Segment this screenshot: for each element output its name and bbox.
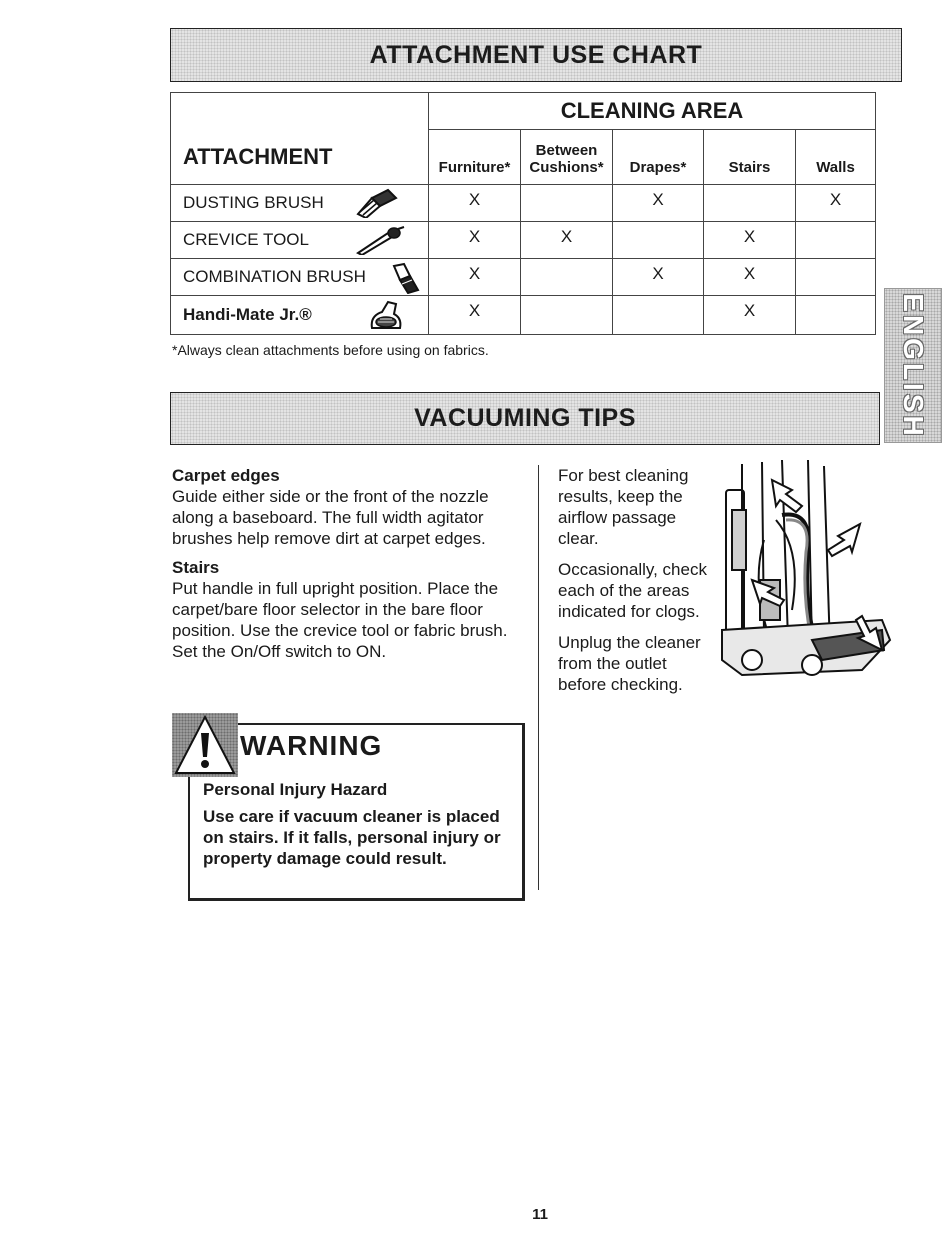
page-number: 11 [532, 1206, 548, 1223]
mark-cell [521, 258, 613, 295]
arrow-icon [772, 480, 802, 512]
carpet-edges-section [172, 465, 522, 549]
mark-cell: X [429, 295, 521, 334]
row-label: CREVICE TOOL [183, 229, 309, 249]
row-label: COMBINATION BRUSH [183, 266, 366, 286]
mark-cell [704, 184, 796, 221]
carpet-edges-heading: Carpet edges [172, 466, 280, 485]
row-label: Handi-Mate Jr.® [183, 304, 312, 324]
carpet-edges-body: Guide either side or the front of the nozzle along a baseboard. The full width agitator brushes help remove dirt at carpet edges. [172, 487, 489, 548]
airflow-tip-3: Unplug the cleaner from the outlet before checking. [558, 633, 701, 694]
warning-subtitle: Personal Injury Hazard [203, 780, 388, 799]
mark-cell: X [429, 221, 521, 258]
airflow-tip-2: Occasionally, check each of the areas indicated for clogs. [558, 560, 707, 621]
row-label: DUSTING BRUSH [183, 192, 324, 212]
mark-cell: X [521, 221, 613, 258]
table-row [171, 184, 876, 221]
combination-brush-icon [388, 262, 422, 294]
mark-cell: X [429, 258, 521, 295]
mark-cell: X [613, 258, 704, 295]
table-row [171, 258, 876, 295]
column-divider [538, 465, 539, 890]
mark-cell [796, 295, 876, 334]
table-row [171, 221, 876, 258]
mark-cell: X [704, 221, 796, 258]
table-corner [171, 93, 429, 130]
warning-triangle-icon [172, 713, 238, 777]
mark-cell [796, 221, 876, 258]
column-header-drapes: Drapes* [613, 130, 704, 185]
row-label-cell [171, 221, 429, 258]
row-label-cell [171, 295, 429, 334]
attachment-use-table [170, 92, 876, 335]
airflow-tips [558, 465, 708, 705]
column-header-furniture: Furniture* [429, 130, 521, 185]
mark-cell [796, 258, 876, 295]
mark-cell: X [613, 184, 704, 221]
mark-cell: X [704, 295, 796, 334]
mark-cell [521, 295, 613, 334]
warning-body: Use care if vacuum cleaner is placed on stairs. If it falls, personal injury or property damage could result. [203, 807, 501, 868]
stairs-section [172, 557, 522, 662]
row-label-cell [171, 258, 429, 295]
mark-cell: X [796, 184, 876, 221]
airflow-tip-1: For best cleaning results, keep the airflow passage clear. [558, 466, 689, 548]
warning-title: WARNING [240, 730, 383, 761]
table-row [171, 295, 876, 334]
crevice-tool-icon [354, 225, 408, 255]
handi-mate-icon [366, 298, 406, 332]
mark-cell: X [429, 184, 521, 221]
english-language-tab [884, 288, 942, 443]
english-tab-label: ENGLISH [898, 292, 929, 439]
column-header-between-cushions: Between Cushions* [521, 130, 613, 185]
mark-cell [613, 295, 704, 334]
vacuuming-tips-title: VACUUMING TIPS [170, 392, 880, 445]
dusting-brush-icon [354, 188, 408, 218]
mark-cell [521, 184, 613, 221]
fabric-footnote: *Always clean attachments before using on fabrics. [172, 342, 489, 358]
arrow-icon [828, 524, 860, 556]
vacuum-cleaner-illustration [712, 460, 898, 690]
attachment-chart-title: ATTACHMENT USE CHART [170, 28, 902, 82]
cleaning-area-header: CLEANING AREA [429, 93, 876, 130]
row-label-cell [171, 184, 429, 221]
mark-cell: X [704, 258, 796, 295]
column-header-stairs: Stairs [704, 130, 796, 185]
stairs-body: Put handle in full upright position. Place the carpet/bare floor selector in the bare floor position. Use the crevice tool or fabric brush. Set the On/Off switch to ON. [172, 579, 508, 661]
stairs-heading: Stairs [172, 558, 220, 577]
mark-cell [613, 221, 704, 258]
attachment-header: ATTACHMENT [171, 130, 429, 185]
column-header-walls: Walls [796, 130, 876, 185]
